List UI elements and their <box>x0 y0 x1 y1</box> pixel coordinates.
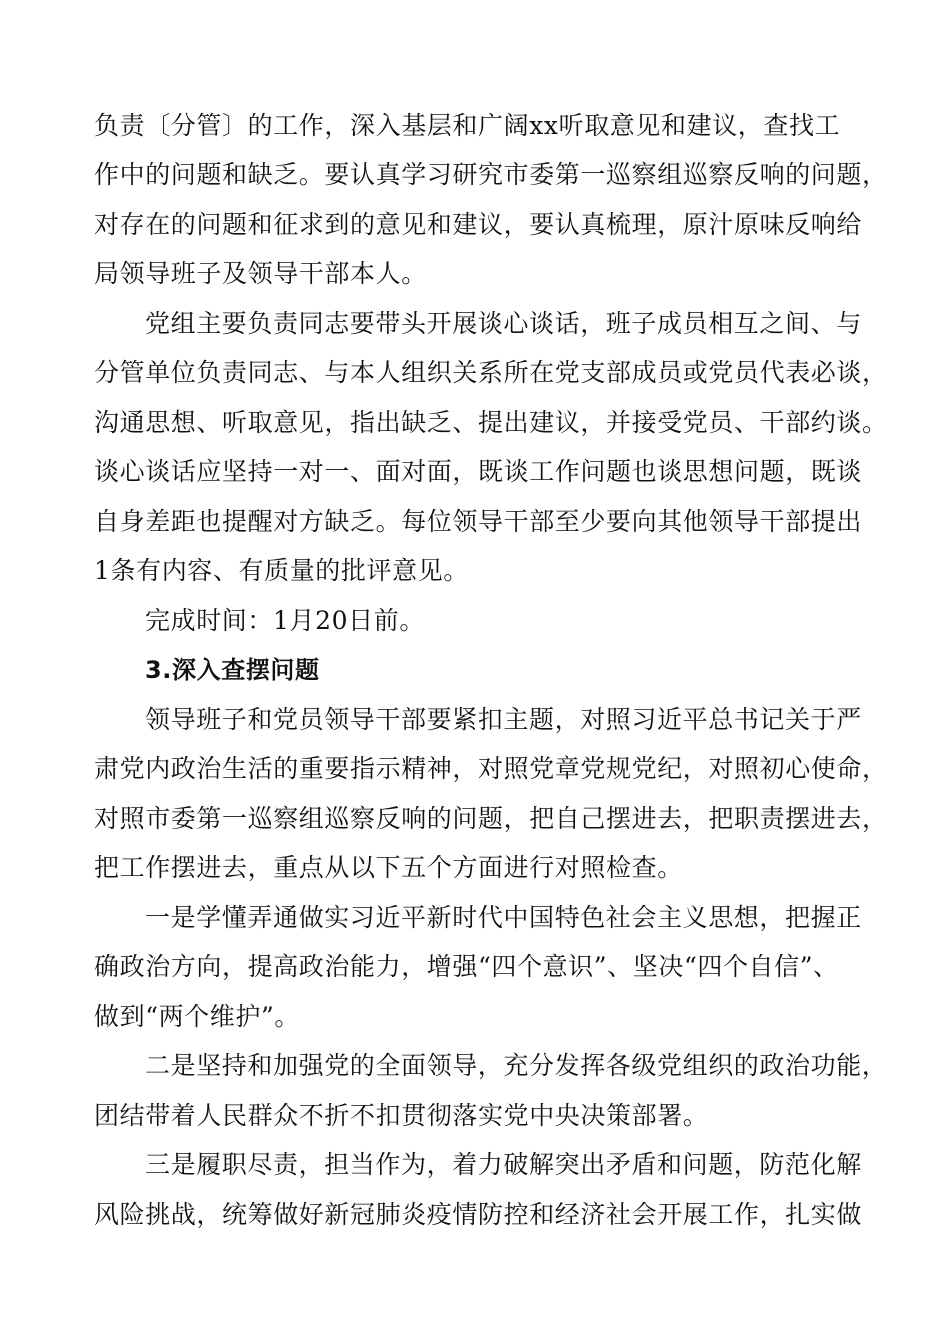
paragraph-first-line: 一是学懂弄通做实习近平新时代中国特色社会主义思想，把握正 <box>145 903 862 932</box>
body-text-line: 自身差距也提醒对方缺乏。每位领导干部至少要向其他领导干部提出 <box>94 507 863 536</box>
body-text-line: 对存在的问题和征求到的意见和建议，要认真梳理，原汁原味反响给 <box>94 210 863 239</box>
body-text-line: 作中的问题和缺乏。要认真学习研究市委第一巡察组巡察反响的问题， <box>94 160 888 189</box>
body-text-line: 沟通思想、听取意见，指出缺乏、提出建议，并接受党员、干部约谈。 <box>94 408 888 437</box>
body-text-line: 1条有内容、有质量的批评意见。 <box>94 556 469 585</box>
body-text-line: 分管单位负责同志、与本人组织关系所在党支部成员或党员代表必谈， <box>94 358 888 387</box>
body-text-line: 局领导班子及领导干部本人。 <box>94 259 427 288</box>
body-text-line: 肃党内政治生活的重要指示精神，对照党章党规党纪，对照初心使命， <box>94 754 888 783</box>
body-text-line: 做到“两个维护”。 <box>94 1002 300 1031</box>
body-text-line: 团结带着人民群众不折不扣贯彻落实党中央决策部署。 <box>94 1101 709 1130</box>
paragraph-first-line: 党组主要负责同志要带头开展谈心谈话，班子成员相互之间、与 <box>145 309 862 338</box>
body-text-line: 确政治方向，提高政治能力，增强“四个意识”、坚决“四个自信”、 <box>94 952 839 981</box>
completion-time-line: 完成时间：1月20日前。 <box>145 606 425 635</box>
paragraph-first-line: 领导班子和党员领导干部要紧扣主题，对照习近平总书记关于严 <box>145 705 862 734</box>
section-heading: 3.深入查摆问题 <box>145 656 320 684</box>
body-text-line: 负责〔分管〕的工作，深入基层和广阔xx听取意见和建议，查找工 <box>94 111 841 140</box>
body-text-line: 把工作摆进去，重点从以下五个方面进行对照检查。 <box>94 853 683 882</box>
body-text-line: 风险挑战，统筹做好新冠肺炎疫情防控和经济社会开展工作，扎实做 <box>94 1200 863 1229</box>
body-text-line: 谈心谈话应坚持一对一、面对面，既谈工作问题也谈思想问题，既谈 <box>94 457 863 486</box>
body-text-line: 对照市委第一巡察组巡察反响的问题，把自己摆进去，把职责摆进去， <box>94 804 888 833</box>
paragraph-first-line: 二是坚持和加强党的全面领导，充分发挥各级党组织的政治功能， <box>145 1051 888 1080</box>
paragraph-first-line: 三是履职尽责，担当作为，着力破解突出矛盾和问题，防范化解 <box>145 1150 862 1179</box>
